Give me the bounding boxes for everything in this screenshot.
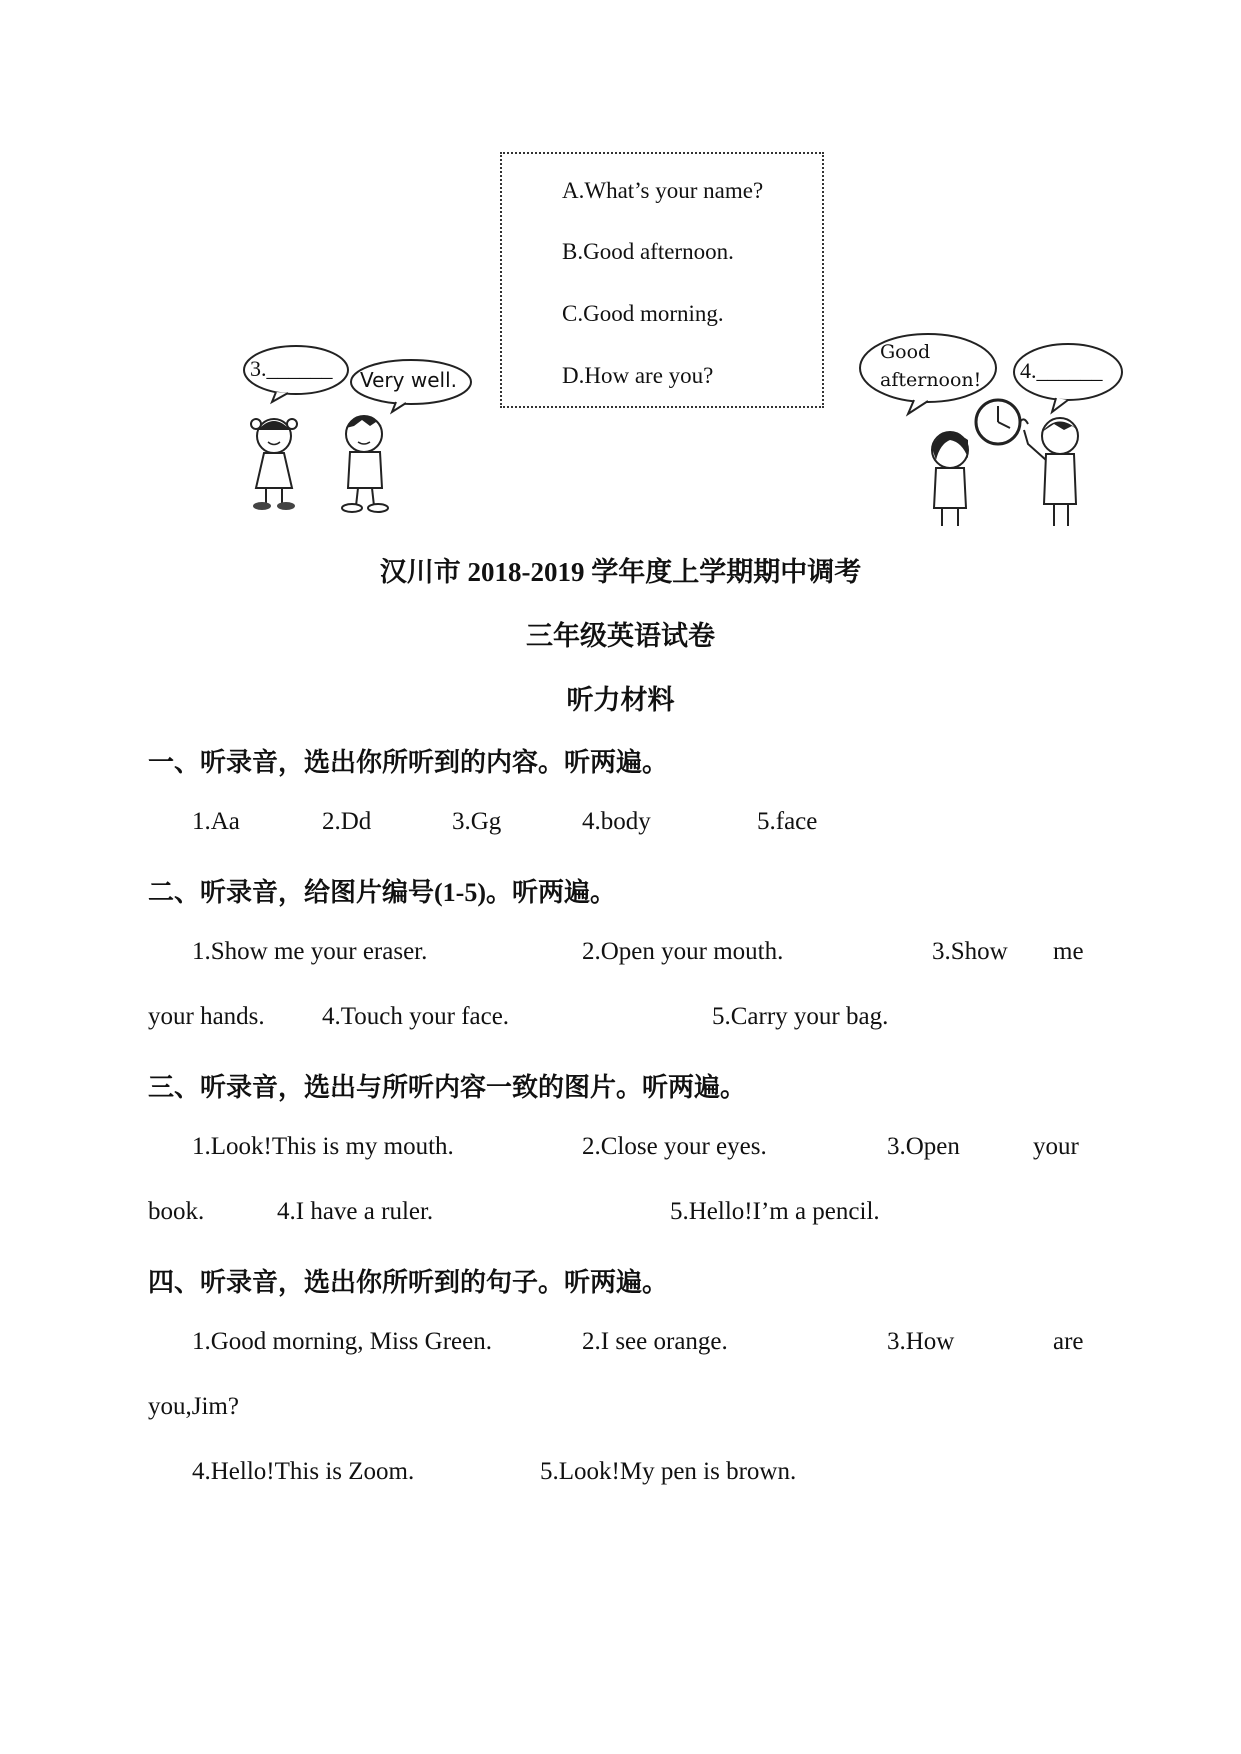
option-b: B.Good afternoon. xyxy=(562,239,734,264)
options-box xyxy=(500,152,824,408)
section-3-item-5: 5.Hello!I’m a pencil. xyxy=(670,1198,880,1225)
section-1-item-1: 1.Aa xyxy=(192,808,240,835)
document-subtitle: 三年级英语试卷 xyxy=(526,621,715,651)
section-1-item-2: 2.Dd xyxy=(322,808,372,835)
section-4-item-2: 2.I see orange. xyxy=(582,1328,728,1355)
section-1-item-5: 5.face xyxy=(757,808,818,835)
girl-bubble-text: 3.______ xyxy=(250,356,333,381)
right-dialogue-illustration xyxy=(858,332,1128,532)
section-3-item-3-end: book. xyxy=(148,1198,205,1225)
section-4-item-1: 1.Good morning, Miss Green. xyxy=(192,1328,492,1355)
section-2-item-3: 3.Show xyxy=(932,938,1008,965)
section-4-item-5: 5.Look!My pen is brown. xyxy=(540,1458,797,1485)
girl-bubble-text-line1: Good xyxy=(880,341,931,363)
girl-bubble-text-line2: afternoon! xyxy=(880,369,982,391)
section-3-heading: 三、听录音，选出与所听内容一致的图片。听两遍。 xyxy=(148,1073,747,1102)
section-4-item-3: 3.How xyxy=(887,1328,955,1355)
section-3-item-4: 4.I have a ruler. xyxy=(277,1198,434,1225)
section-2-item-4: 4.Touch your face. xyxy=(322,1003,510,1030)
left-dialogue-illustration xyxy=(236,338,486,518)
option-d: D.How are you? xyxy=(562,363,714,388)
section-2-item-3-end: your hands. xyxy=(148,1003,265,1030)
section-2-item-5: 5.Carry your bag. xyxy=(712,1003,889,1030)
section-4-item-4: 4.Hello!This is Zoom. xyxy=(192,1458,415,1485)
option-c: C.Good morning. xyxy=(562,301,724,326)
section-1-heading: 一、听录音，选出你所听到的内容。听两遍。 xyxy=(148,748,669,777)
section-2-item-2: 2.Open your mouth. xyxy=(582,938,784,965)
section-4-item-3-cont: are xyxy=(1053,1328,1084,1355)
section-3-item-3: 3.Open xyxy=(887,1133,960,1160)
section-2-item-1: 1.Show me your eraser. xyxy=(192,938,428,965)
section-4-heading: 四、听录音，选出你所听到的句子。听两遍。 xyxy=(148,1268,669,1297)
section-1-item-3: 3.Gg xyxy=(452,808,502,835)
section-1-item-4: 4.body xyxy=(582,808,651,835)
section-3-item-1: 1.Look!This is my mouth. xyxy=(192,1133,454,1160)
boy-bubble-text: 4.______ xyxy=(1020,358,1103,383)
boy-bubble-text: Very well. xyxy=(360,368,457,392)
section-2-item-3-cont: me xyxy=(1053,938,1084,965)
section-3-item-3-cont: your xyxy=(1033,1133,1079,1160)
document-heading: 听力材料 xyxy=(566,685,675,715)
option-a: A.What’s your name? xyxy=(562,178,764,203)
section-3-item-2: 2.Close your eyes. xyxy=(582,1133,767,1160)
section-2-heading: 二、听录音，给图片编号(1-5)。听两遍。 xyxy=(148,878,616,907)
document-title: 汉川市 2018-2019 学年度上学期期中调考 xyxy=(379,557,862,587)
section-4-item-3-end: you,Jim? xyxy=(148,1393,239,1420)
